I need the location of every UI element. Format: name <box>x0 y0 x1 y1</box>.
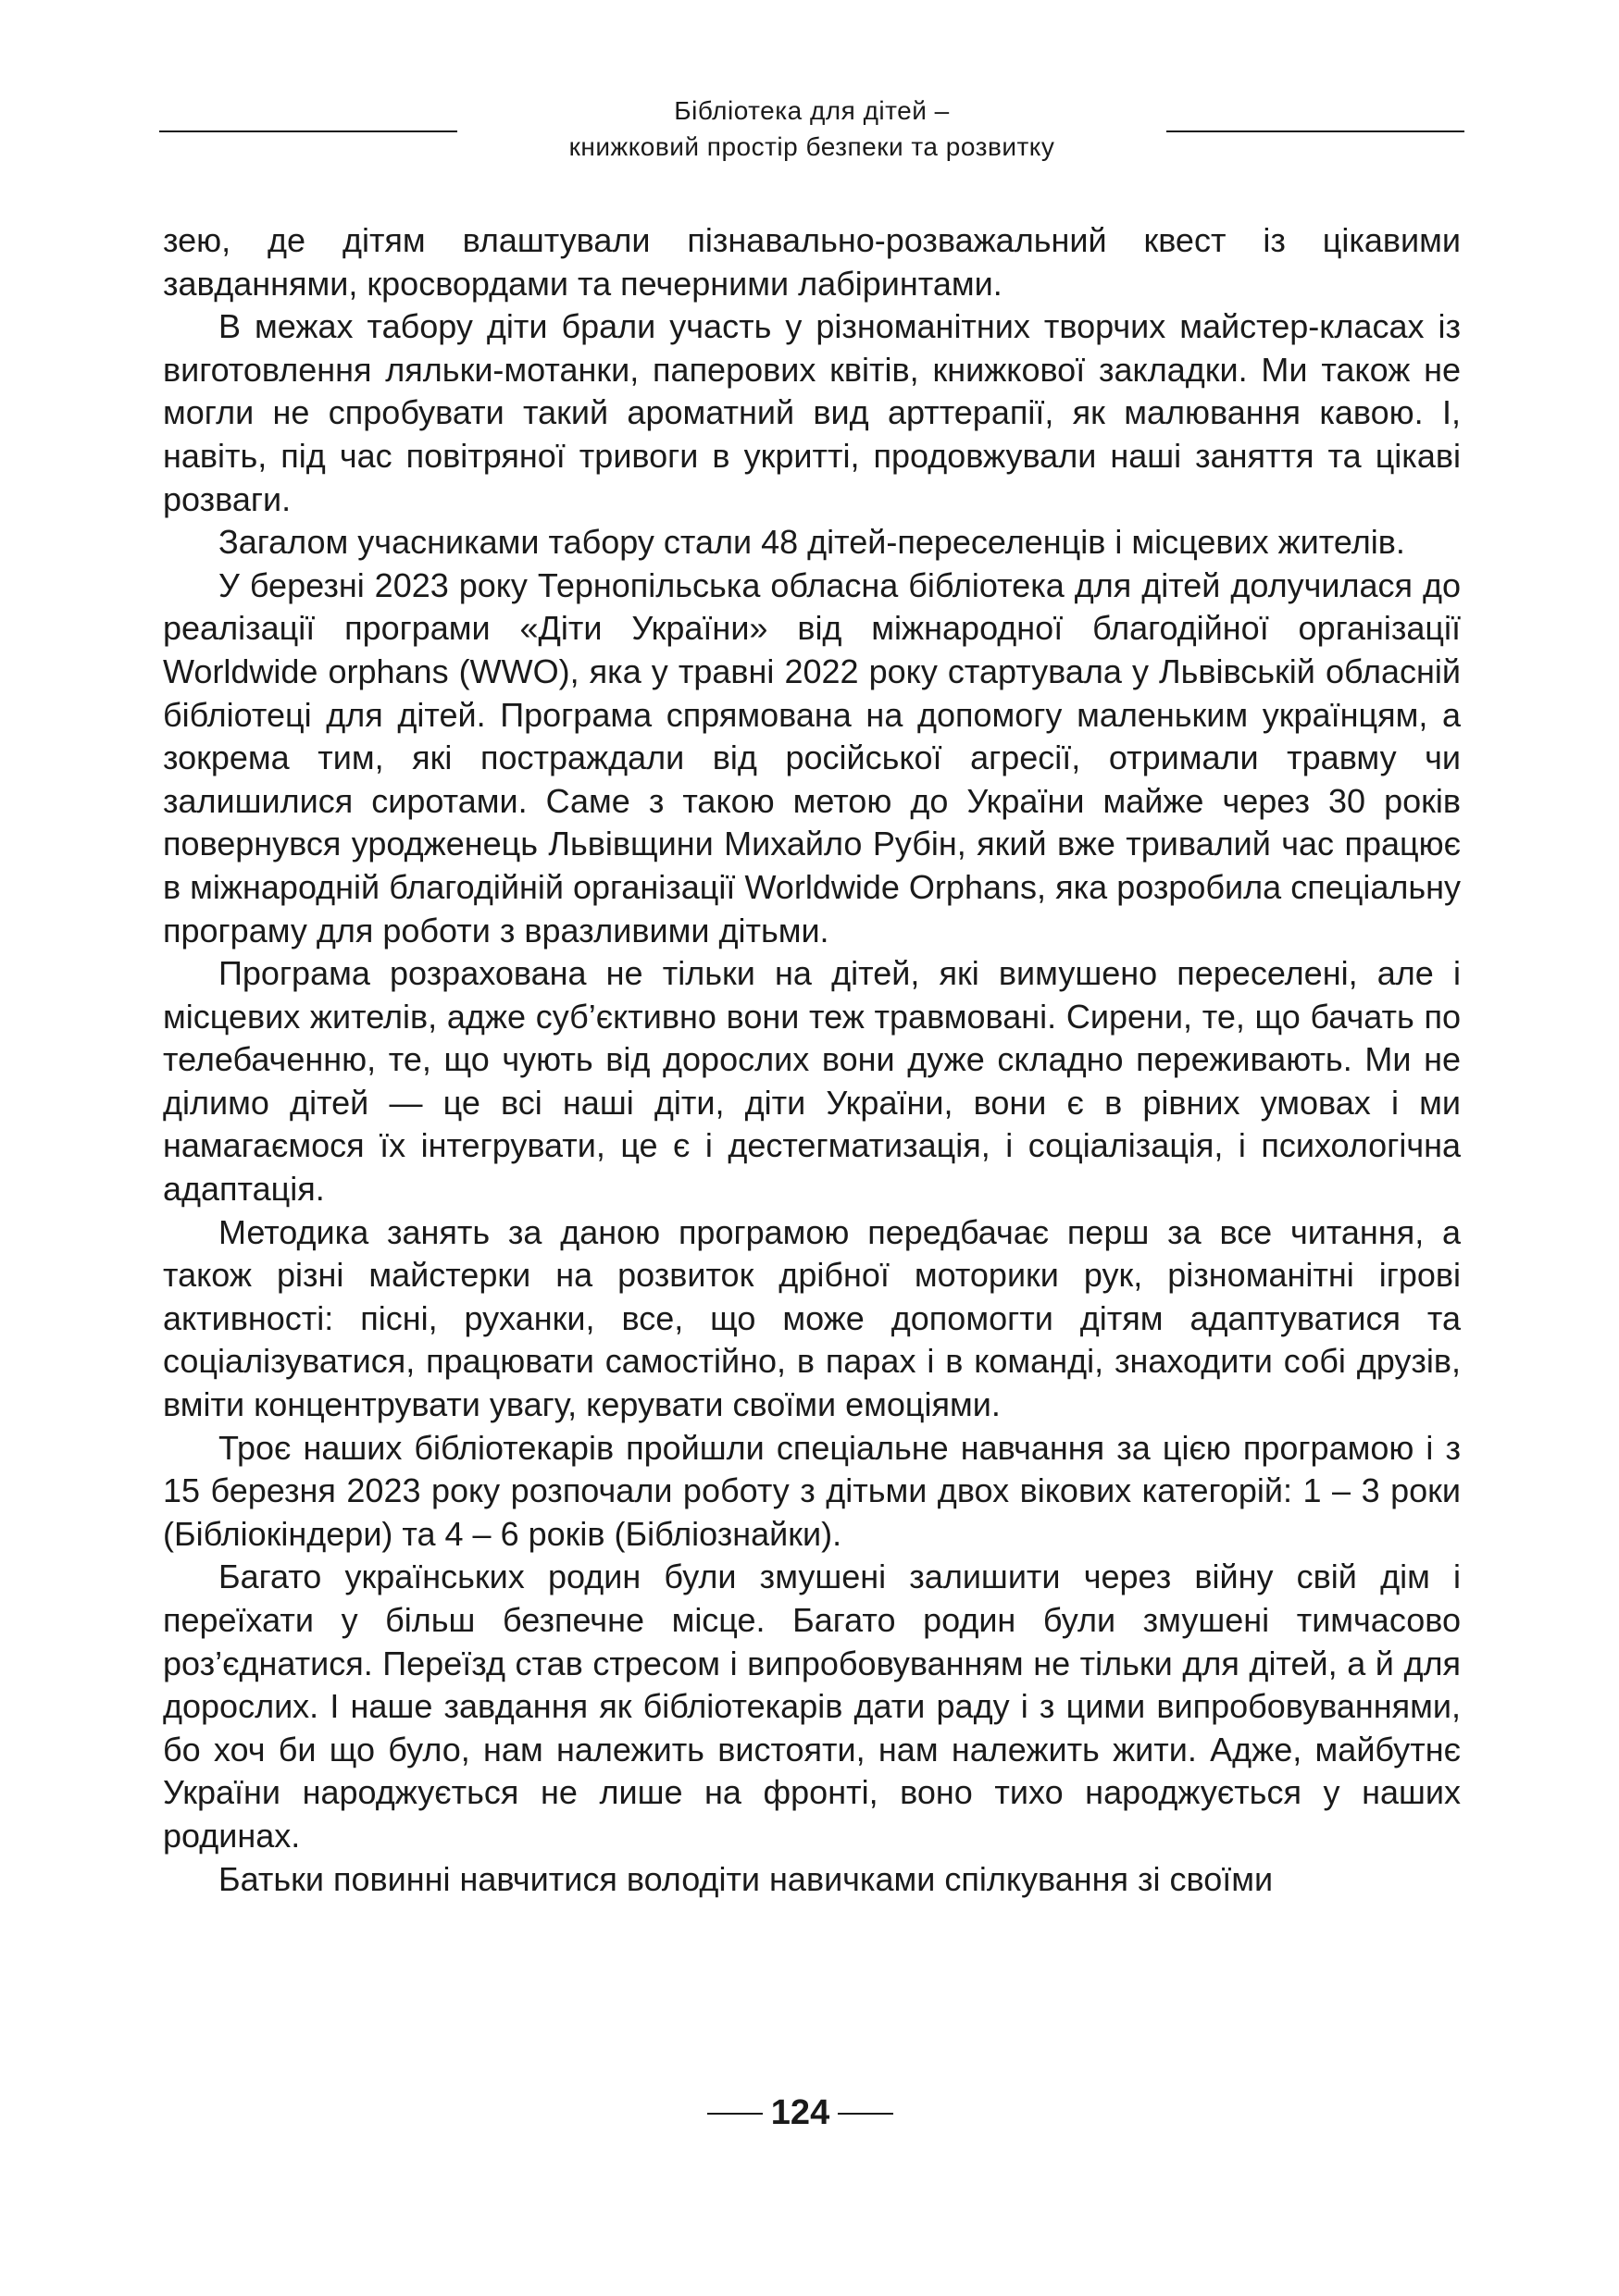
footer-rule-right <box>838 2113 893 2115</box>
header-title <box>465 93 1159 165</box>
header-rule-left <box>159 130 457 132</box>
header-line-2: книжковий простір безпеки та розвитку <box>568 132 1055 161</box>
paragraph: Програма розрахована не тільки на дітей, які вимушено переселені, але і місцевих жителів, адже суб’єктивно вони теж травмовані. Сирени, те, що бачать по телебаченню, те, що чують від дорослих вони дуже складно переживають. Ми не ділимо дітей — це всі наші діти, діти України, вони є в рівних умовах і ми намагаємося їх інтегрувати, це є і дестегматизація, і соціалізація, і психологічна адаптація. <box>163 954 1461 1209</box>
paragraph: Троє наших бібліотекарів пройшли спеціальне навчання за цією програмою і з 15 березня 2023 року розпочали роботу з дітьми двох вікових категорій: 1 – 3 роки (Бібліокіндери) та 4 – 6 років (Бібліознайки). <box>163 1428 1461 1553</box>
footer-rule-left <box>707 2113 763 2115</box>
page-number: 124 <box>770 2093 830 2132</box>
running-header <box>159 93 1464 167</box>
paragraph: Батьки повинні навчитися володіти навичками спілкування зі своїми <box>218 1859 1274 1898</box>
paragraph: зею, де дітям влаштували пізнавально-розважальний квест із цікавими завданнями, кросвордами та печерними лабіринтами. <box>163 221 1461 303</box>
header-line-1: Бібліотека для дітей – <box>674 96 950 125</box>
page-footer <box>0 2090 1619 2136</box>
body-text <box>163 219 1461 1901</box>
paragraph: В межах табору діти брали участь у різноманітних творчих майстер-класах із виготовлення ляльки-мотанки, паперових квітів, книжкової закладки. Ми також не могли не спробувати такий ароматний вид арттерапії, як малювання кавою. І, навіть, під час повітряної тривоги в укритті, продовжували наші заняття та цікаві розваги. <box>163 307 1461 518</box>
paragraph: Методика занять за даною програмою передбачає перш за все читання, а також різні майстерки на розвиток дрібної моторики рук, різноманітні ігрові активності: пісні, руханки, все, що може допомогти дітям адаптуватися та соціалізуватися, працювати самостійно, в парах і в команді, знаходити собі друзів, вміти концентрувати увагу, керувати своїми емоціями. <box>163 1212 1461 1424</box>
paragraph: У березні 2023 року Тернопільська обласна бібліотека для дітей долучилася до реалізації програми «Діти України» від міжнародної благодійної організації Worldwide orphans (WWO), яка у травні 2022 року стартувала у Львівській обласній бібліотеці для дітей. Програма спрямована на допомогу маленьким українцям, а зокрема тим, які постраждали від російської агресії, отримали травму чи залишилися сиротами. Саме з такою метою до України майже через 30 років повернувся уродженець Львівщини Михайло Рубін, який вже тривалий час працює в міжнародній благодійній організації Worldwide Orphans, яка розробила спеціальну програму для роботи з вразливими дітьми. <box>163 565 1461 949</box>
paragraph: Загалом учасниками табору стали 48 дітей-переселенців і місцевих жителів. <box>218 523 1405 562</box>
paragraph: Багато українських родин були змушені залишити через війну свій дім і переїхати у більш безпечне місце. Багато родин були змушені тимчасово роз’єднатися. Переїзд став стресом і випробовуванням не тільки для дітей, а й для дорослих. І наше завдання як бібліотекарів дати раду і з цими випробовуваннями, бо хоч би що було, нам належить вистояти, нам належить жити. Адже, майбутнє України народжується не лише на фронті, воно тихо народжується у наших родинах. <box>163 1558 1461 1855</box>
header-rule-right <box>1166 130 1464 132</box>
